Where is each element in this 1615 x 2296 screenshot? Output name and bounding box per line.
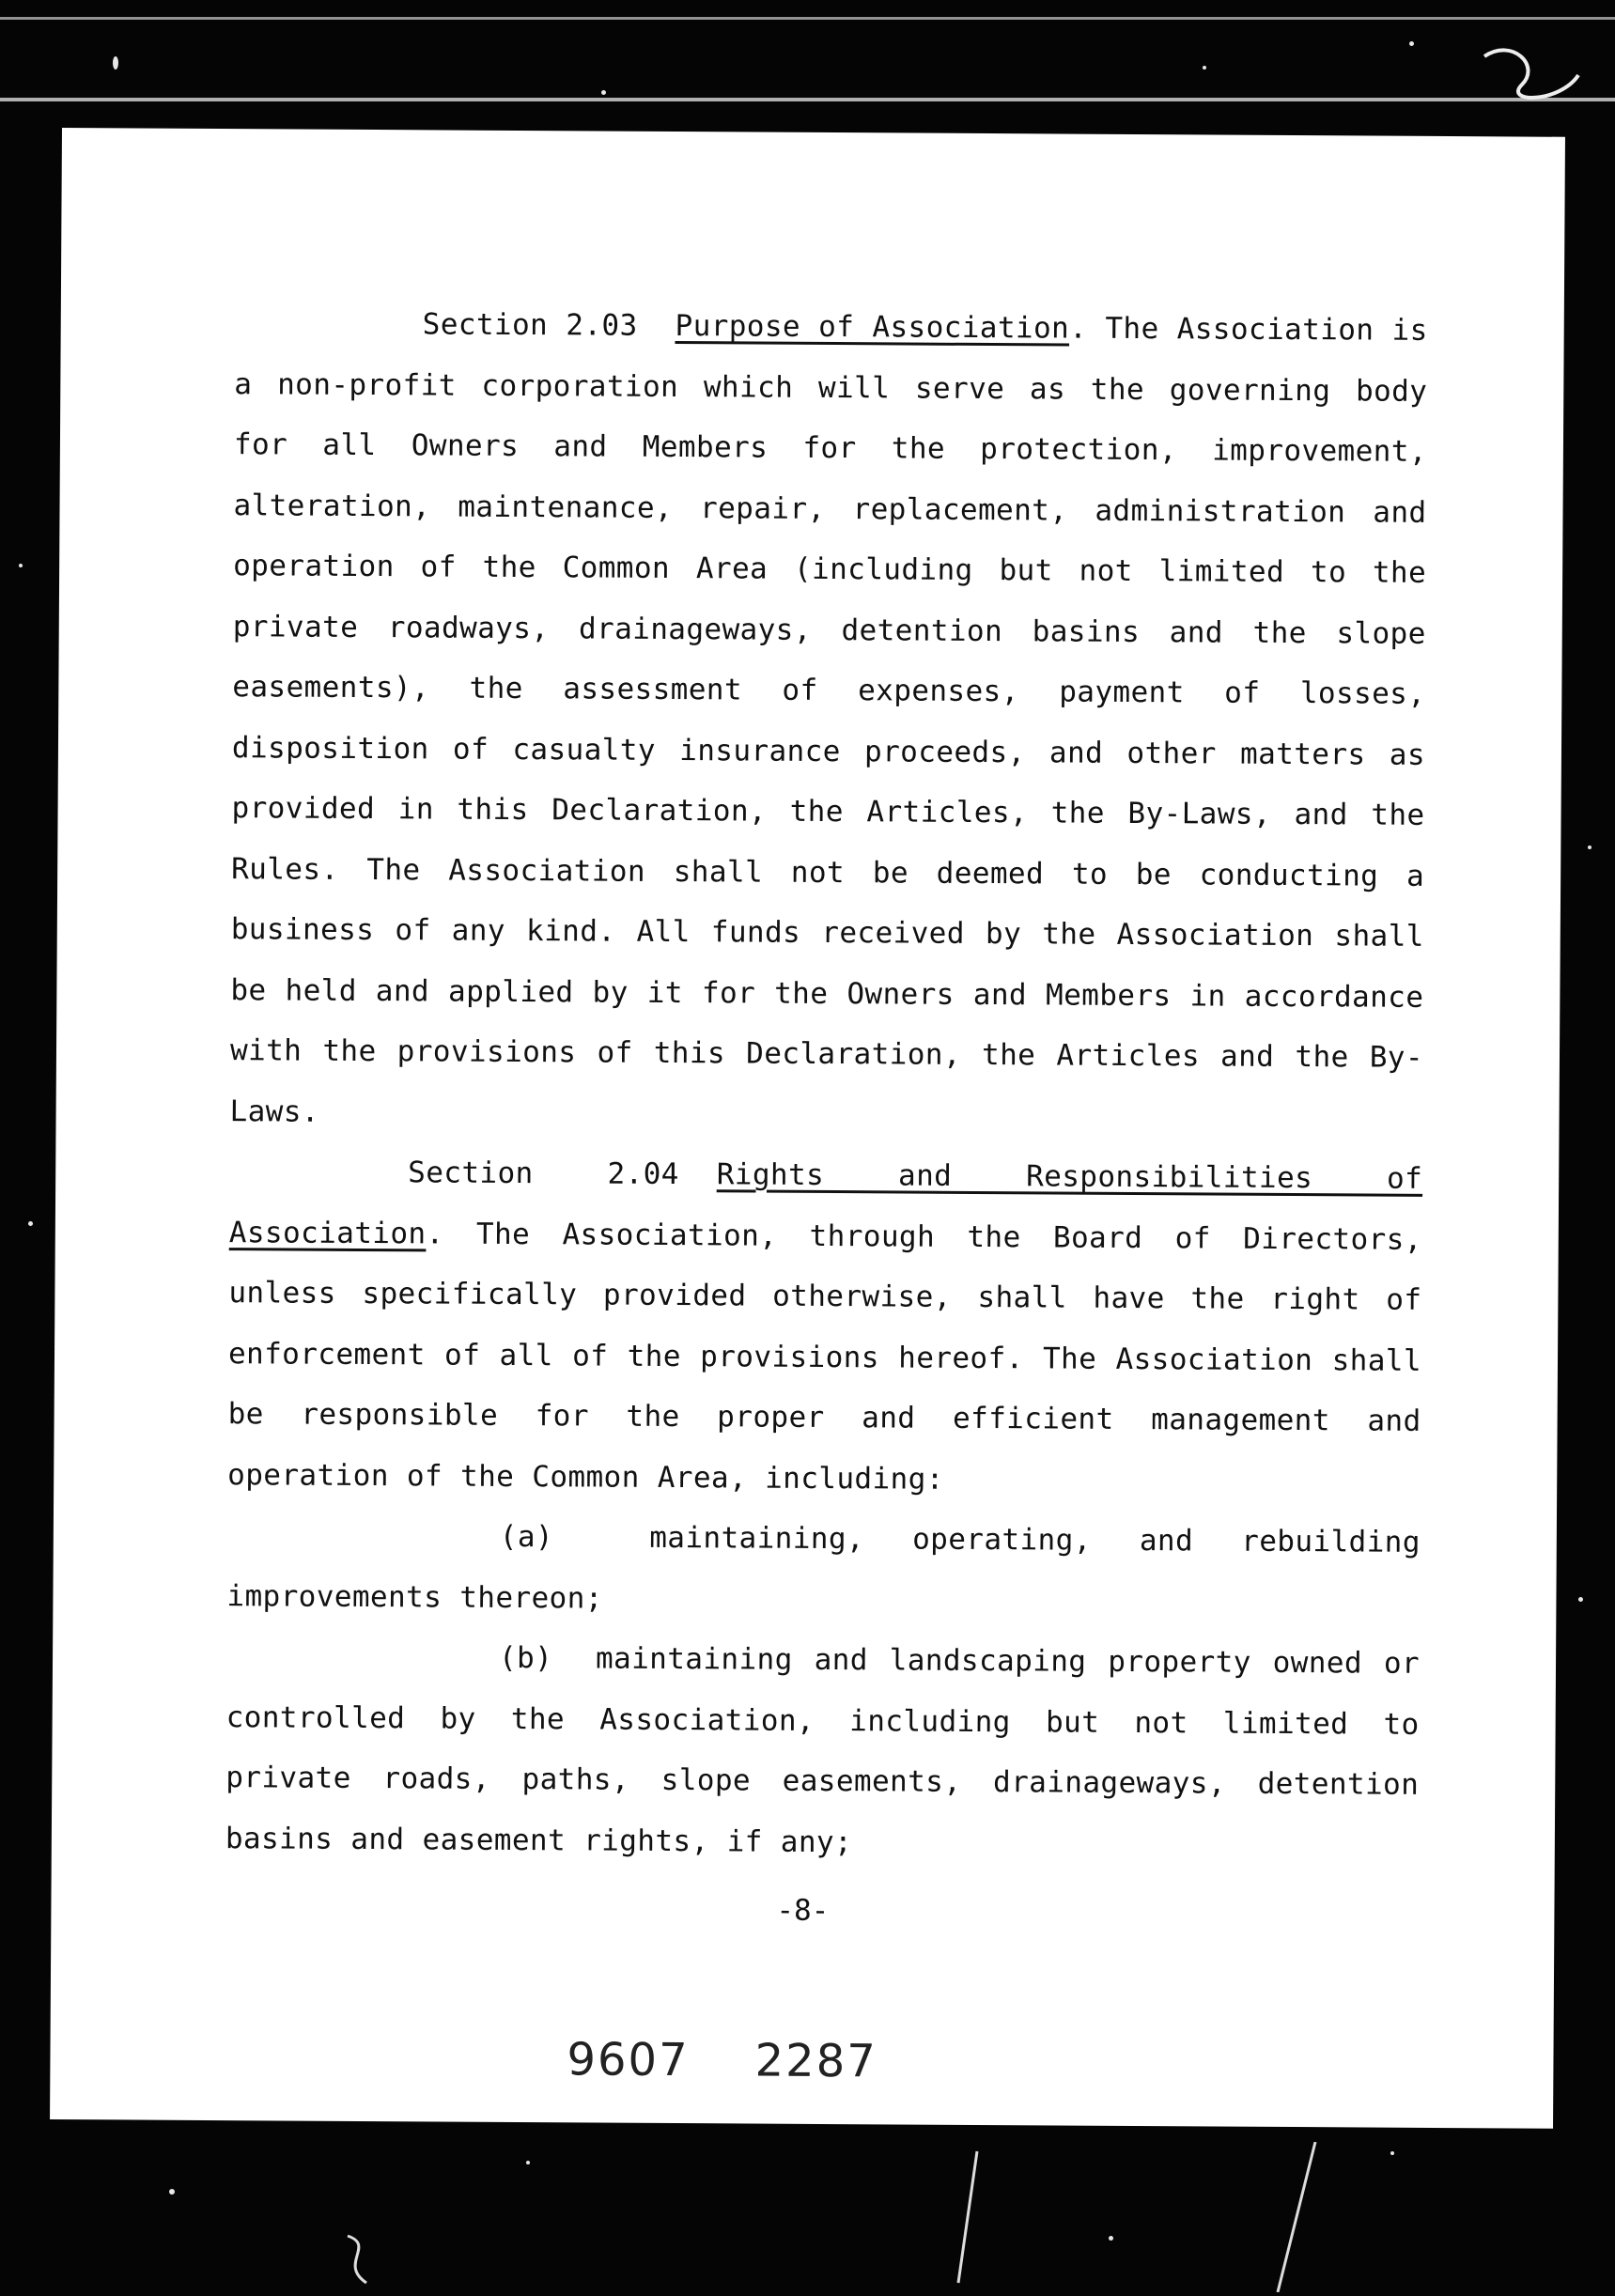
noise-speck <box>1588 845 1592 849</box>
section-2-03-paragraph <box>229 293 1427 1149</box>
list-item-b-text: maintaining and landscaping property owned or controlled by the Association, including but not limited to private roads, paths, slope easements, drainageways, detention basins and easement rights, if any; <box>225 1641 1421 1859</box>
book-number: 9607 <box>567 2033 690 2087</box>
section-2-04-title: Rights and Responsibilities of Association <box>228 1157 1423 1250</box>
section-2-03-label: Section 2.03 <box>422 307 638 343</box>
noise-speck <box>1203 66 1206 70</box>
list-item-a <box>226 1505 1421 1634</box>
noise-speck <box>19 564 23 567</box>
section-2-04-paragraph <box>227 1141 1422 1513</box>
noise-speck <box>1578 1597 1583 1602</box>
top-edge-line <box>0 17 1615 20</box>
top-edge-line-2 <box>0 98 1615 101</box>
section-2-03-title: Purpose of Association <box>675 308 1070 346</box>
section-2-04-body: . The Association, through the Board of Directors, unless specifically provided otherwise, shall have the right of enforcement of all of the provisions hereof. The Association shall be responsible for the proper and efficient management and operation of the Common Area, including: <box>227 1216 1422 1497</box>
document-body <box>225 293 1428 1876</box>
noise-speck <box>28 1221 33 1226</box>
noise-speck <box>601 90 606 95</box>
noise-speck <box>526 2161 530 2164</box>
list-item-a-text: maintaining, operating, and rebuilding improvements thereon; <box>226 1520 1421 1616</box>
list-item-a-marker: (a) <box>499 1519 554 1555</box>
noise-speck <box>1390 2151 1394 2155</box>
noise-speck <box>113 56 118 70</box>
noise-speck <box>1409 41 1414 46</box>
recording-reference <box>567 2033 877 2087</box>
list-item-b-marker: (b) <box>498 1640 553 1676</box>
noise-speck <box>169 2189 175 2195</box>
scan-mark-bottom <box>939 2142 1353 2292</box>
page-reference: 2287 <box>754 2034 877 2088</box>
scan-mark-top-right <box>1475 38 1588 113</box>
scan-mark-bottom-left <box>338 2226 385 2292</box>
page-number: -8- <box>776 1893 830 1929</box>
list-item-b <box>225 1626 1421 1876</box>
section-2-03-body: . The Association is a non-profit corporation which will serve as the governing body for all Owners and Members for the protection, improvement, alteration, maintenance, repair, replacement, administration and operation of the Common Area (including but not limited to the private roadways, drainageways, detention basins and the slope easements), the assessment of expenses, payment of losses, disposition of casualty insurance proceeds, and other matters as provided in this Declaration, the Articles, the By-Laws, and the Rules. The Association shall not be deemed to be conducting a business of any kind. All funds received by the Association shall be held and applied by it for the Owners and Members in accordance with the provisions of this Declaration, the Articles and the By-Laws. <box>229 311 1428 1129</box>
section-2-04-label: Section 2.04 <box>408 1156 679 1192</box>
document-page <box>50 128 1565 2129</box>
